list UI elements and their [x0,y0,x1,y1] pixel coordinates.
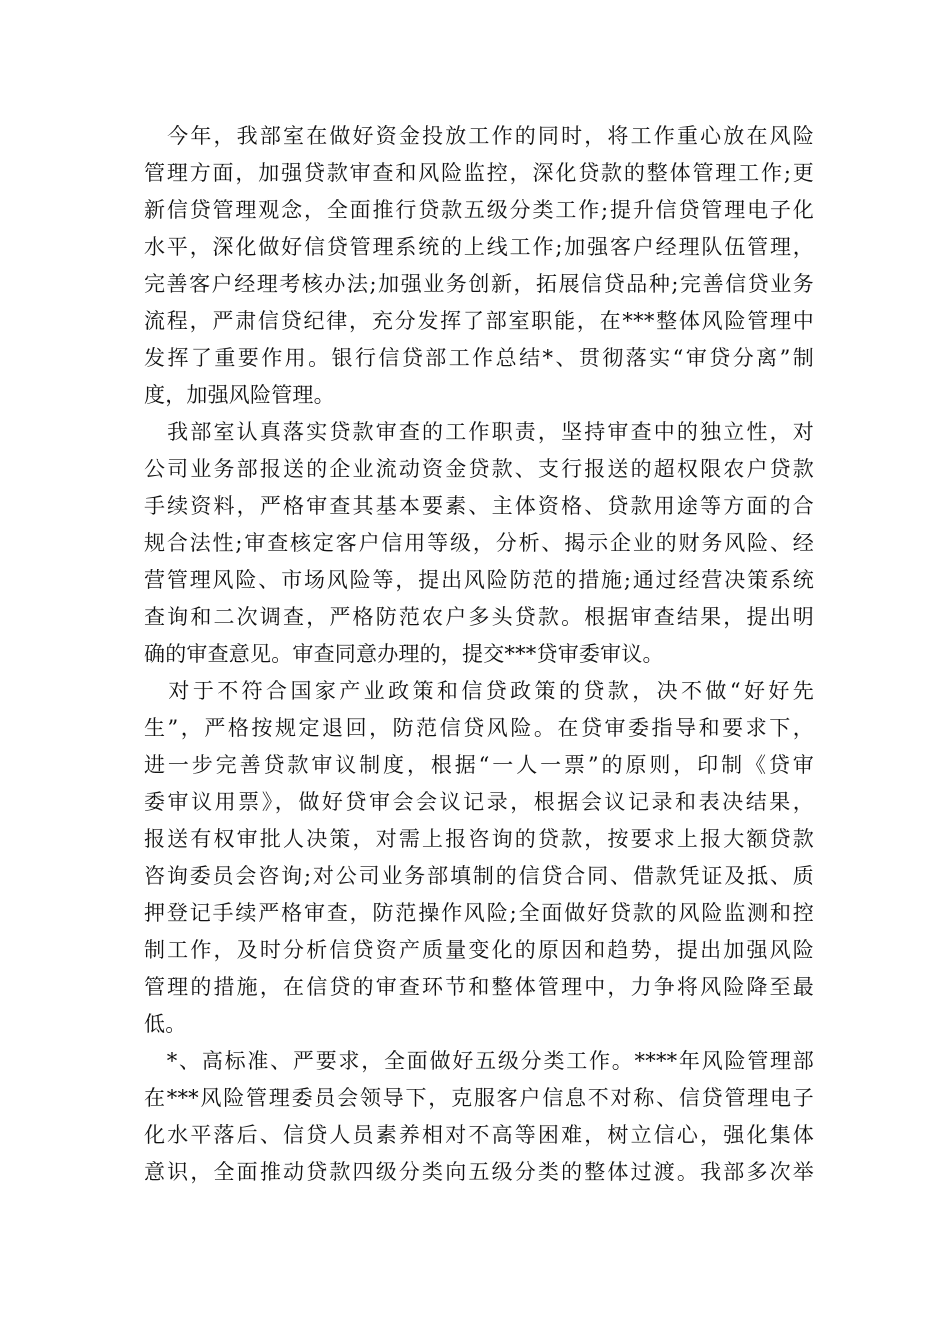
text-line: 查询和二次调查，严格防范农户多头贷款。根据审查结果，提出明 [144,605,814,629]
text-line: 流程，严肃信贷纪律，充分发挥了部室职能，在***整体风险管理中 [144,309,814,333]
text-line: 确的审查意见。审查同意办理的，提交***贷审委审议。 [144,642,664,666]
text-line: 低。 [144,1012,187,1036]
text-line: 对于不符合国家产业政策和信贷政策的贷款，决不做“好好先 [144,679,814,703]
text-line: 管理的措施，在信贷的审查环节和整体管理中，力争将风险降至最 [144,975,814,999]
text-line: 在***风险管理委员会领导下，克服客户信息不对称、信贷管理电子 [144,1086,814,1110]
text-line: 押登记手续严格审查，防范操作风险;全面做好贷款的风险监测和控 [144,901,814,925]
text-line: 手续资料，严格审查其基本要素、主体资格、贷款用途等方面的合 [144,494,814,518]
text-line: 公司业务部报送的企业流动资金贷款、支行报送的超权限农户贷款 [144,457,814,481]
paragraph-3 [144,673,814,1043]
text-line: 度，加强风险管理。 [144,383,335,407]
text-line: 今年，我部室在做好资金投放工作的同时，将工作重心放在风险 [144,124,814,148]
text-line: 新信贷管理观念，全面推行贷款五级分类工作;提升信贷管理电子化 [144,198,814,222]
text-line: 委审议用票》，做好贷审会会议记录，根据会议记录和表决结果， [144,790,814,814]
text-line: 营管理风险、市场风险等，提出风险防范的措施;通过经营决策系统 [144,568,814,592]
paragraph-4 [144,1043,814,1191]
text-line: 水平，深化做好信贷管理系统的上线工作;加强客户经理队伍管理， [144,235,814,259]
text-line: 制工作，及时分析信贷资产质量变化的原因和趋势，提出加强风险 [144,938,814,962]
paragraph-2 [144,414,814,673]
paragraph-1 [144,118,814,414]
text-line: 管理方面，加强贷款审查和风险监控，深化贷款的整体管理工作;更 [144,161,814,185]
text-line: *、高标准、严要求，全面做好五级分类工作。****年风险管理部 [144,1049,814,1073]
text-line: 意识，全面推动贷款四级分类向五级分类的整体过渡。我部多次举 [144,1160,814,1184]
text-line: 报送有权审批人决策，对需上报咨询的贷款，按要求上报大额贷款 [144,827,814,851]
text-line: 化水平落后、信贷人员素养相对不高等困难，树立信心，强化集体 [144,1123,814,1147]
text-line: 我部室认真落实贷款审查的工作职责，坚持审查中的独立性，对 [144,420,814,444]
text-line: 咨询委员会咨询;对公司业务部填制的信贷合同、借款凭证及抵、质 [144,864,814,888]
text-line: 进一步完善贷款审议制度，根据“一人一票”的原则，印制《贷审 [144,753,814,777]
text-line: 规合法性;审查核定客户信用等级，分析、揭示企业的财务风险、经 [144,531,814,555]
text-line: 发挥了重要作用。银行信贷部工作总结*、贯彻落实“审贷分离”制 [144,346,814,370]
text-line: 完善客户经理考核办法;加强业务创新，拓展信贷品种;完善信贷业务 [144,272,814,296]
document-body [144,118,814,1191]
text-line: 生”，严格按规定退回，防范信贷风险。在贷审委指导和要求下， [144,716,814,740]
